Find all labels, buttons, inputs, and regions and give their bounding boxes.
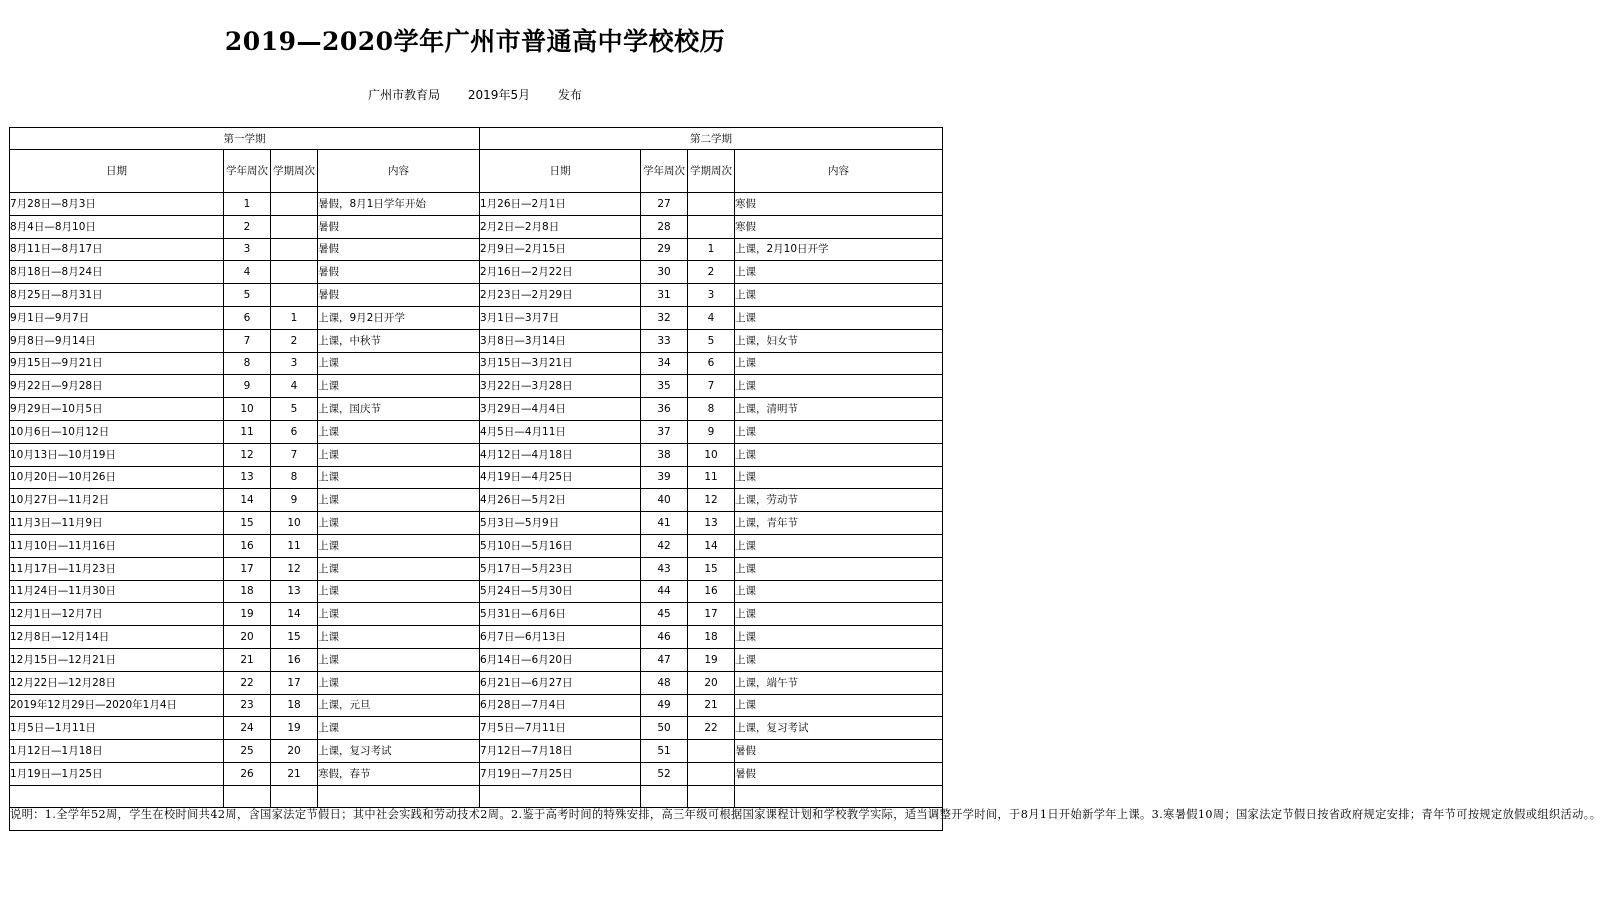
table-row — [10, 193, 943, 216]
week-of-year: 2 — [224, 215, 271, 238]
table-row — [10, 375, 943, 398]
week-of-year: 47 — [641, 648, 688, 671]
week-date: 3月15日—3月21日 — [480, 352, 641, 375]
week-content: 上课，复习考试 — [318, 740, 480, 763]
week-content: 上课 — [318, 580, 480, 603]
table-row — [10, 352, 943, 375]
week-content: 上课，复习考试 — [735, 717, 943, 740]
week-of-year: 46 — [641, 626, 688, 649]
week-content: 暑假 — [318, 215, 480, 238]
week-content: 上课 — [735, 694, 943, 717]
week-of-year: 19 — [224, 603, 271, 626]
week-of-term: 20 — [688, 671, 735, 694]
week-of-year: 5 — [224, 284, 271, 307]
publish-label: 发布 — [557, 88, 582, 102]
week-of-term: 14 — [271, 603, 318, 626]
week-of-year: 8 — [224, 352, 271, 375]
week-content: 上课 — [318, 626, 480, 649]
header-week-year: 学年周次 — [224, 150, 271, 193]
week-content: 上课 — [735, 375, 943, 398]
week-content: 上课 — [735, 443, 943, 466]
week-date: 11月24日—11月30日 — [10, 580, 224, 603]
header-date: 日期 — [10, 150, 224, 193]
week-date: 6月14日—6月20日 — [480, 648, 641, 671]
week-content: 上课 — [735, 306, 943, 329]
week-content: 上课 — [318, 717, 480, 740]
week-of-year: 36 — [641, 398, 688, 421]
week-date: 12月8日—12月14日 — [10, 626, 224, 649]
week-date: 10月27日—11月2日 — [10, 489, 224, 512]
week-date: 10月20日—10月26日 — [10, 466, 224, 489]
week-date: 1月26日—2月1日 — [480, 193, 641, 216]
week-of-term: 1 — [271, 306, 318, 329]
week-of-year: 14 — [224, 489, 271, 512]
week-of-term: 12 — [271, 557, 318, 580]
table-row — [10, 284, 943, 307]
week-content: 上课 — [318, 466, 480, 489]
week-content: 上课 — [735, 466, 943, 489]
week-content: 上课，劳动节 — [735, 489, 943, 512]
week-of-year: 38 — [641, 443, 688, 466]
week-of-year: 39 — [641, 466, 688, 489]
table-row — [10, 717, 943, 740]
table-row — [10, 238, 943, 261]
publish-line — [0, 86, 950, 103]
week-of-term: 17 — [271, 671, 318, 694]
week-date: 12月15日—12月21日 — [10, 648, 224, 671]
page-title: 2019—2020学年广州市普通高中学校校历 — [224, 27, 726, 56]
week-of-term: 18 — [271, 694, 318, 717]
publisher: 广州市教育局 — [368, 88, 441, 102]
header-content: 内容 — [735, 150, 943, 193]
week-content: 上课 — [735, 648, 943, 671]
table-row — [10, 261, 943, 284]
week-date: 8月11日—8月17日 — [10, 238, 224, 261]
week-content: 上课，端午节 — [735, 671, 943, 694]
week-of-year: 7 — [224, 329, 271, 352]
week-of-term: 7 — [688, 375, 735, 398]
week-of-term — [688, 215, 735, 238]
week-date: 2月2日—2月8日 — [480, 215, 641, 238]
week-content: 上课 — [318, 603, 480, 626]
week-content: 上课 — [735, 557, 943, 580]
week-content: 寒假 — [735, 193, 943, 216]
week-of-term: 2 — [688, 261, 735, 284]
week-of-term: 5 — [271, 398, 318, 421]
week-date: 10月13日—10月19日 — [10, 443, 224, 466]
header-date: 日期 — [480, 150, 641, 193]
table-row — [10, 306, 943, 329]
week-of-term: 8 — [688, 398, 735, 421]
week-date: 7月19日—7月25日 — [480, 762, 641, 785]
week-of-year: 34 — [641, 352, 688, 375]
week-of-term — [271, 215, 318, 238]
week-date: 6月7日—6月13日 — [480, 626, 641, 649]
week-date: 7月5日—7月11日 — [480, 717, 641, 740]
week-content: 上课 — [318, 557, 480, 580]
week-of-term: 10 — [271, 512, 318, 535]
table-row — [10, 557, 943, 580]
table-row — [10, 694, 943, 717]
week-date: 8月4日—8月10日 — [10, 215, 224, 238]
week-of-term: 2 — [271, 329, 318, 352]
week-of-term: 7 — [271, 443, 318, 466]
school-calendar-table — [9, 127, 1601, 831]
week-of-year: 48 — [641, 671, 688, 694]
week-content: 上课，元旦 — [318, 694, 480, 717]
table-row — [10, 534, 943, 557]
week-of-term — [271, 238, 318, 261]
week-date: 12月22日—12月28日 — [10, 671, 224, 694]
week-of-year: 26 — [224, 762, 271, 785]
week-of-term: 13 — [688, 512, 735, 535]
week-content: 上课 — [318, 420, 480, 443]
week-date: 8月18日—8月24日 — [10, 261, 224, 284]
week-of-year: 49 — [641, 694, 688, 717]
week-content: 上课 — [735, 580, 943, 603]
week-of-term: 16 — [688, 580, 735, 603]
week-of-term: 15 — [271, 626, 318, 649]
week-content: 寒假 — [735, 215, 943, 238]
blank-cell — [318, 785, 480, 807]
week-date: 3月22日—3月28日 — [480, 375, 641, 398]
blank-cell — [271, 785, 318, 807]
header-week-year: 学年周次 — [641, 150, 688, 193]
table-row — [10, 740, 943, 763]
week-of-year: 12 — [224, 443, 271, 466]
week-of-year: 13 — [224, 466, 271, 489]
week-of-term: 18 — [688, 626, 735, 649]
week-date: 11月17日—11月23日 — [10, 557, 224, 580]
week-content: 上课 — [735, 420, 943, 443]
week-date: 3月1日—3月7日 — [480, 306, 641, 329]
week-content: 暑假 — [318, 261, 480, 284]
table-row — [10, 580, 943, 603]
week-of-year: 6 — [224, 306, 271, 329]
week-date: 1月12日—1月18日 — [10, 740, 224, 763]
week-content: 上课 — [318, 352, 480, 375]
week-of-term: 3 — [688, 284, 735, 307]
week-of-year: 1 — [224, 193, 271, 216]
table-row — [10, 329, 943, 352]
week-of-year: 32 — [641, 306, 688, 329]
week-of-term: 15 — [688, 557, 735, 580]
blank-cell — [735, 785, 943, 807]
week-of-year: 51 — [641, 740, 688, 763]
week-content: 暑假 — [318, 238, 480, 261]
week-date: 3月8日—3月14日 — [480, 329, 641, 352]
table-row — [10, 420, 943, 443]
week-content: 暑假 — [735, 740, 943, 763]
notes: 说明：1.全学年52周，学生在校时间共42周，含国家法定节假日；其中社会实践和劳动技术2周。2.鉴于高考时间的特殊安排，高三年级可根据国家课程计划和学校教学实际，适当调整开学时间，于8月1日开始新学年上课。3.寒暑假10周；国家法定节假日按省政府规定安排；青年节可按规定放假或组织活动。。 — [10, 807, 943, 830]
week-of-term: 21 — [688, 694, 735, 717]
week-of-year: 50 — [641, 717, 688, 740]
publish-date: 2019年5月 — [467, 88, 531, 102]
week-date: 4月19日—4月25日 — [480, 466, 641, 489]
week-date: 5月3日—5月9日 — [480, 512, 641, 535]
week-of-year: 22 — [224, 671, 271, 694]
week-date: 8月25日—8月31日 — [10, 284, 224, 307]
week-content: 上课 — [735, 261, 943, 284]
week-of-year: 3 — [224, 238, 271, 261]
week-content: 上课 — [735, 284, 943, 307]
week-date: 9月8日—9月14日 — [10, 329, 224, 352]
week-date: 7月12日—7月18日 — [480, 740, 641, 763]
week-of-year: 24 — [224, 717, 271, 740]
week-date: 7月28日—8月3日 — [10, 193, 224, 216]
header-week-term: 学期周次 — [688, 150, 735, 193]
week-date: 3月29日—4月4日 — [480, 398, 641, 421]
week-of-year: 42 — [641, 534, 688, 557]
week-of-year: 16 — [224, 534, 271, 557]
week-of-term: 10 — [688, 443, 735, 466]
week-content: 上课 — [318, 671, 480, 694]
table-row — [10, 603, 943, 626]
week-of-term: 21 — [271, 762, 318, 785]
week-content: 上课 — [735, 626, 943, 649]
week-date: 9月1日—9月7日 — [10, 306, 224, 329]
week-content: 上课，9月2日开学 — [318, 306, 480, 329]
table-row — [10, 215, 943, 238]
week-of-term: 22 — [688, 717, 735, 740]
week-date: 5月17日—5月23日 — [480, 557, 641, 580]
week-of-term: 9 — [271, 489, 318, 512]
week-of-term: 17 — [688, 603, 735, 626]
week-date: 2月9日—2月15日 — [480, 238, 641, 261]
week-date: 1月5日—1月11日 — [10, 717, 224, 740]
week-of-term: 6 — [688, 352, 735, 375]
week-of-year: 37 — [641, 420, 688, 443]
week-date: 2019年12月29日—2020年1月4日 — [10, 694, 224, 717]
week-of-term: 6 — [271, 420, 318, 443]
week-of-term: 20 — [271, 740, 318, 763]
week-date: 12月1日—12月7日 — [10, 603, 224, 626]
week-content: 上课，清明节 — [735, 398, 943, 421]
week-content: 暑假，8月1日学年开始 — [318, 193, 480, 216]
week-of-year: 40 — [641, 489, 688, 512]
week-of-year: 21 — [224, 648, 271, 671]
table-row — [10, 466, 943, 489]
week-of-term — [688, 193, 735, 216]
week-of-year: 25 — [224, 740, 271, 763]
week-content: 上课 — [318, 489, 480, 512]
blank-cell — [641, 785, 688, 807]
week-of-term: 14 — [688, 534, 735, 557]
blank-cell — [688, 785, 735, 807]
week-of-year: 4 — [224, 261, 271, 284]
week-of-term: 11 — [271, 534, 318, 557]
blank-cell — [224, 785, 271, 807]
header-week-term: 学期周次 — [271, 150, 318, 193]
week-of-year: 23 — [224, 694, 271, 717]
week-of-term: 13 — [271, 580, 318, 603]
blank-row — [10, 785, 943, 807]
week-of-term: 11 — [688, 466, 735, 489]
week-of-term: 8 — [271, 466, 318, 489]
week-content: 上课，国庆节 — [318, 398, 480, 421]
table-row — [10, 398, 943, 421]
table-row — [10, 512, 943, 535]
week-of-term — [271, 193, 318, 216]
blank-cell — [10, 785, 224, 807]
week-of-year: 11 — [224, 420, 271, 443]
week-content: 上课 — [318, 443, 480, 466]
week-of-year: 20 — [224, 626, 271, 649]
week-date: 4月5日—4月11日 — [480, 420, 641, 443]
week-of-term: 12 — [688, 489, 735, 512]
week-of-term: 4 — [688, 306, 735, 329]
week-of-year: 15 — [224, 512, 271, 535]
week-content: 上课，中秋节 — [318, 329, 480, 352]
week-of-year: 29 — [641, 238, 688, 261]
header-content: 内容 — [318, 150, 480, 193]
table-row — [10, 489, 943, 512]
week-content: 上课 — [735, 603, 943, 626]
table-row — [10, 762, 943, 785]
week-content: 暑假 — [318, 284, 480, 307]
week-content: 上课，2月10日开学 — [735, 238, 943, 261]
week-content: 上课 — [318, 375, 480, 398]
week-of-term: 16 — [271, 648, 318, 671]
week-date: 11月3日—11月9日 — [10, 512, 224, 535]
week-date: 1月19日—1月25日 — [10, 762, 224, 785]
week-date: 9月15日—9月21日 — [10, 352, 224, 375]
week-of-year: 27 — [641, 193, 688, 216]
week-of-term: 3 — [271, 352, 318, 375]
week-of-year: 52 — [641, 762, 688, 785]
week-content: 寒假，春节 — [318, 762, 480, 785]
week-date: 4月26日—5月2日 — [480, 489, 641, 512]
table-row — [10, 648, 943, 671]
week-content: 上课 — [318, 512, 480, 535]
week-content: 上课 — [318, 648, 480, 671]
week-of-year: 44 — [641, 580, 688, 603]
week-of-term — [271, 261, 318, 284]
table-row — [10, 443, 943, 466]
semester2-label: 第二学期 — [480, 128, 943, 150]
week-of-term: 19 — [688, 648, 735, 671]
week-of-year: 17 — [224, 557, 271, 580]
week-content: 上课 — [318, 534, 480, 557]
week-of-year: 35 — [641, 375, 688, 398]
week-content: 上课 — [735, 352, 943, 375]
table-row — [10, 671, 943, 694]
week-content: 上课，妇女节 — [735, 329, 943, 352]
week-of-year: 18 — [224, 580, 271, 603]
week-date: 5月24日—5月30日 — [480, 580, 641, 603]
week-of-term — [688, 740, 735, 763]
week-date: 2月23日—2月29日 — [480, 284, 641, 307]
week-of-term: 9 — [688, 420, 735, 443]
week-date: 5月31日—6月6日 — [480, 603, 641, 626]
week-content: 上课 — [735, 534, 943, 557]
week-of-year: 10 — [224, 398, 271, 421]
week-of-term — [688, 762, 735, 785]
week-of-year: 43 — [641, 557, 688, 580]
week-content: 上课，青年节 — [735, 512, 943, 535]
blank-cell — [480, 785, 641, 807]
week-date: 6月21日—6月27日 — [480, 671, 641, 694]
week-of-year: 28 — [641, 215, 688, 238]
week-of-year: 41 — [641, 512, 688, 535]
week-of-year: 33 — [641, 329, 688, 352]
week-date: 5月10日—5月16日 — [480, 534, 641, 557]
week-date: 2月16日—2月22日 — [480, 261, 641, 284]
week-of-term — [271, 284, 318, 307]
week-date: 9月22日—9月28日 — [10, 375, 224, 398]
week-of-year: 45 — [641, 603, 688, 626]
week-of-term: 5 — [688, 329, 735, 352]
table-row — [10, 626, 943, 649]
week-date: 9月29日—10月5日 — [10, 398, 224, 421]
week-date: 11月10日—11月16日 — [10, 534, 224, 557]
week-of-year: 31 — [641, 284, 688, 307]
semester1-label: 第一学期 — [10, 128, 480, 150]
week-of-term: 19 — [271, 717, 318, 740]
week-date: 10月6日—10月12日 — [10, 420, 224, 443]
week-content: 暑假 — [735, 762, 943, 785]
week-date: 4月12日—4月18日 — [480, 443, 641, 466]
week-of-year: 9 — [224, 375, 271, 398]
week-of-year: 30 — [641, 261, 688, 284]
week-of-term: 4 — [271, 375, 318, 398]
week-of-term: 1 — [688, 238, 735, 261]
week-date: 6月28日—7月4日 — [480, 694, 641, 717]
